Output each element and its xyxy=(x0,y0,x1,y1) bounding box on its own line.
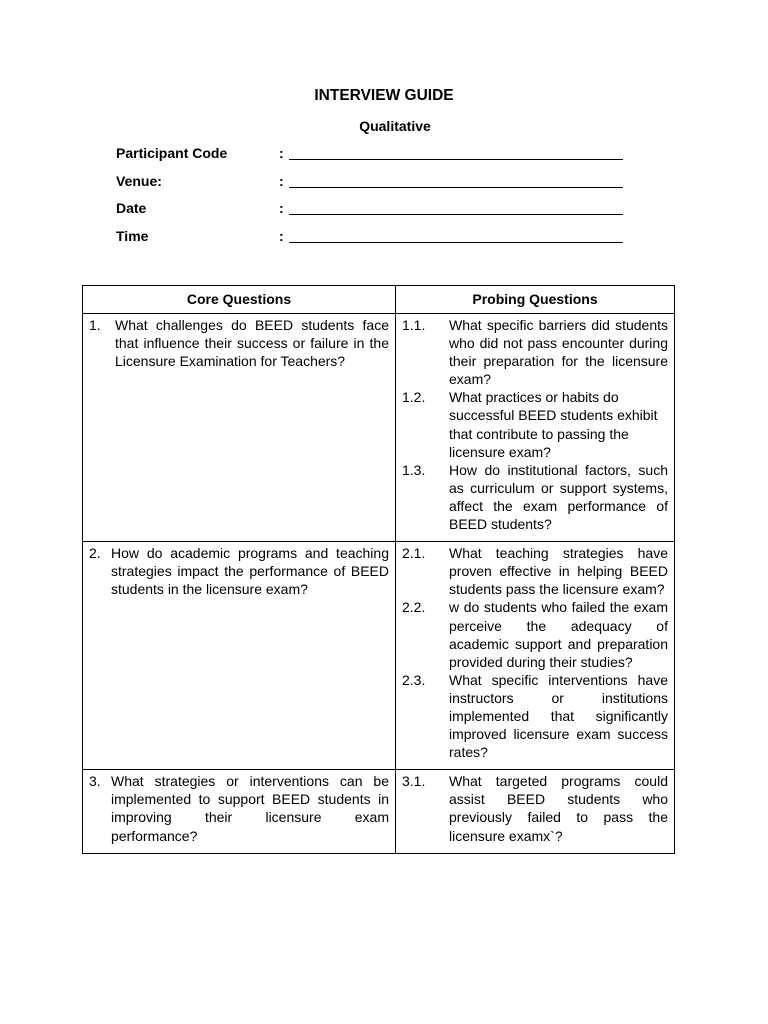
probing-question-text: What targeted programs could assist BEED students who previously failed to pass the licensure examx`? xyxy=(449,773,668,844)
table-row xyxy=(83,770,675,853)
probing-question-number: 3.1. xyxy=(402,773,426,790)
core-question xyxy=(89,316,389,370)
time-colon: : xyxy=(279,227,284,244)
time-label: Time xyxy=(116,227,149,244)
core-question-text: What challenges do BEED students face that influence their success or failure in the Licensure Examination for Teachers? xyxy=(115,317,389,370)
probing-question xyxy=(402,316,668,388)
core-question-number: 1. xyxy=(89,317,101,333)
probing-question-text: How do institutional factors, such as curriculum or support systems, affect the exam performance of BEED students? xyxy=(449,461,668,533)
probing-question xyxy=(402,544,668,598)
venue-colon: : xyxy=(279,172,284,189)
probing-question-number: 1.2. xyxy=(402,389,426,406)
core-question-cell xyxy=(83,542,396,770)
page-subtitle: Qualitative xyxy=(359,118,431,134)
probing-question-number: 1.3. xyxy=(402,461,426,478)
core-question-number: 3. xyxy=(89,773,101,790)
core-question-text: What strategies or interventions can be implemented to support BEED students in improving their licensure exam performance? xyxy=(111,773,389,844)
probing-question-number: 2.3. xyxy=(402,671,426,688)
core-question-text: How do academic programs and teaching strategies impact the performance of BEED students in the licensure exam? xyxy=(111,545,389,598)
probing-question xyxy=(402,461,668,533)
date-blank[interactable] xyxy=(289,214,623,215)
probing-question xyxy=(402,772,668,844)
page-title: INTERVIEW GUIDE xyxy=(314,87,454,104)
probing-question xyxy=(402,598,668,670)
core-question xyxy=(89,772,389,844)
probing-question-number: 1.1. xyxy=(402,317,426,333)
probing-questions-cell xyxy=(396,314,675,542)
core-question-number: 2. xyxy=(89,545,101,562)
probing-question-number: 2.1. xyxy=(402,545,426,562)
table-row xyxy=(83,542,675,770)
participant-code-label: Participant Code xyxy=(116,145,228,161)
participant-code-row xyxy=(116,145,636,173)
probing-questions-header: Probing Questions xyxy=(396,286,675,314)
time-blank[interactable] xyxy=(289,242,623,243)
probing-question-text: What teaching strategies have proven effective in helping BEED students pass the licensure exam? xyxy=(449,545,668,598)
probing-question xyxy=(402,671,668,761)
time-row xyxy=(116,228,636,256)
core-question-cell xyxy=(83,770,396,853)
probing-question-text: What specific barriers did students who did not pass encounter during their preparation for the licensure exam? xyxy=(449,317,668,388)
table-header-row xyxy=(83,286,675,314)
participant-info-block xyxy=(116,145,636,255)
probing-question-text: w do students who failed the exam perceive the adequacy of academic support and preparation provided during their studies? xyxy=(449,599,668,670)
date-label: Date xyxy=(116,200,147,216)
date-row xyxy=(116,200,636,228)
core-question-cell xyxy=(83,314,396,542)
venue-blank[interactable] xyxy=(289,187,623,188)
core-questions-header: Core Questions xyxy=(83,286,396,314)
venue-row xyxy=(116,173,636,201)
date-colon: : xyxy=(279,200,284,216)
probing-questions-cell xyxy=(396,770,675,853)
probing-question-number: 2.2. xyxy=(402,599,426,616)
participant-code-blank[interactable] xyxy=(289,159,623,160)
participant-code-colon: : xyxy=(279,145,284,161)
probing-questions-cell xyxy=(396,542,675,770)
probing-question xyxy=(402,388,668,460)
venue-label: Venue: xyxy=(116,172,162,189)
probing-question-text: What practices or habits do successful BEED students exhibit that contribute to passing the licensure exam? xyxy=(449,389,658,460)
core-question xyxy=(89,544,389,598)
probing-question-text: What specific interventions have instructors or institutions implemented that significantly improved licensure exam success rates? xyxy=(449,671,668,761)
interview-questions-table xyxy=(82,285,675,854)
table-row xyxy=(83,314,675,542)
